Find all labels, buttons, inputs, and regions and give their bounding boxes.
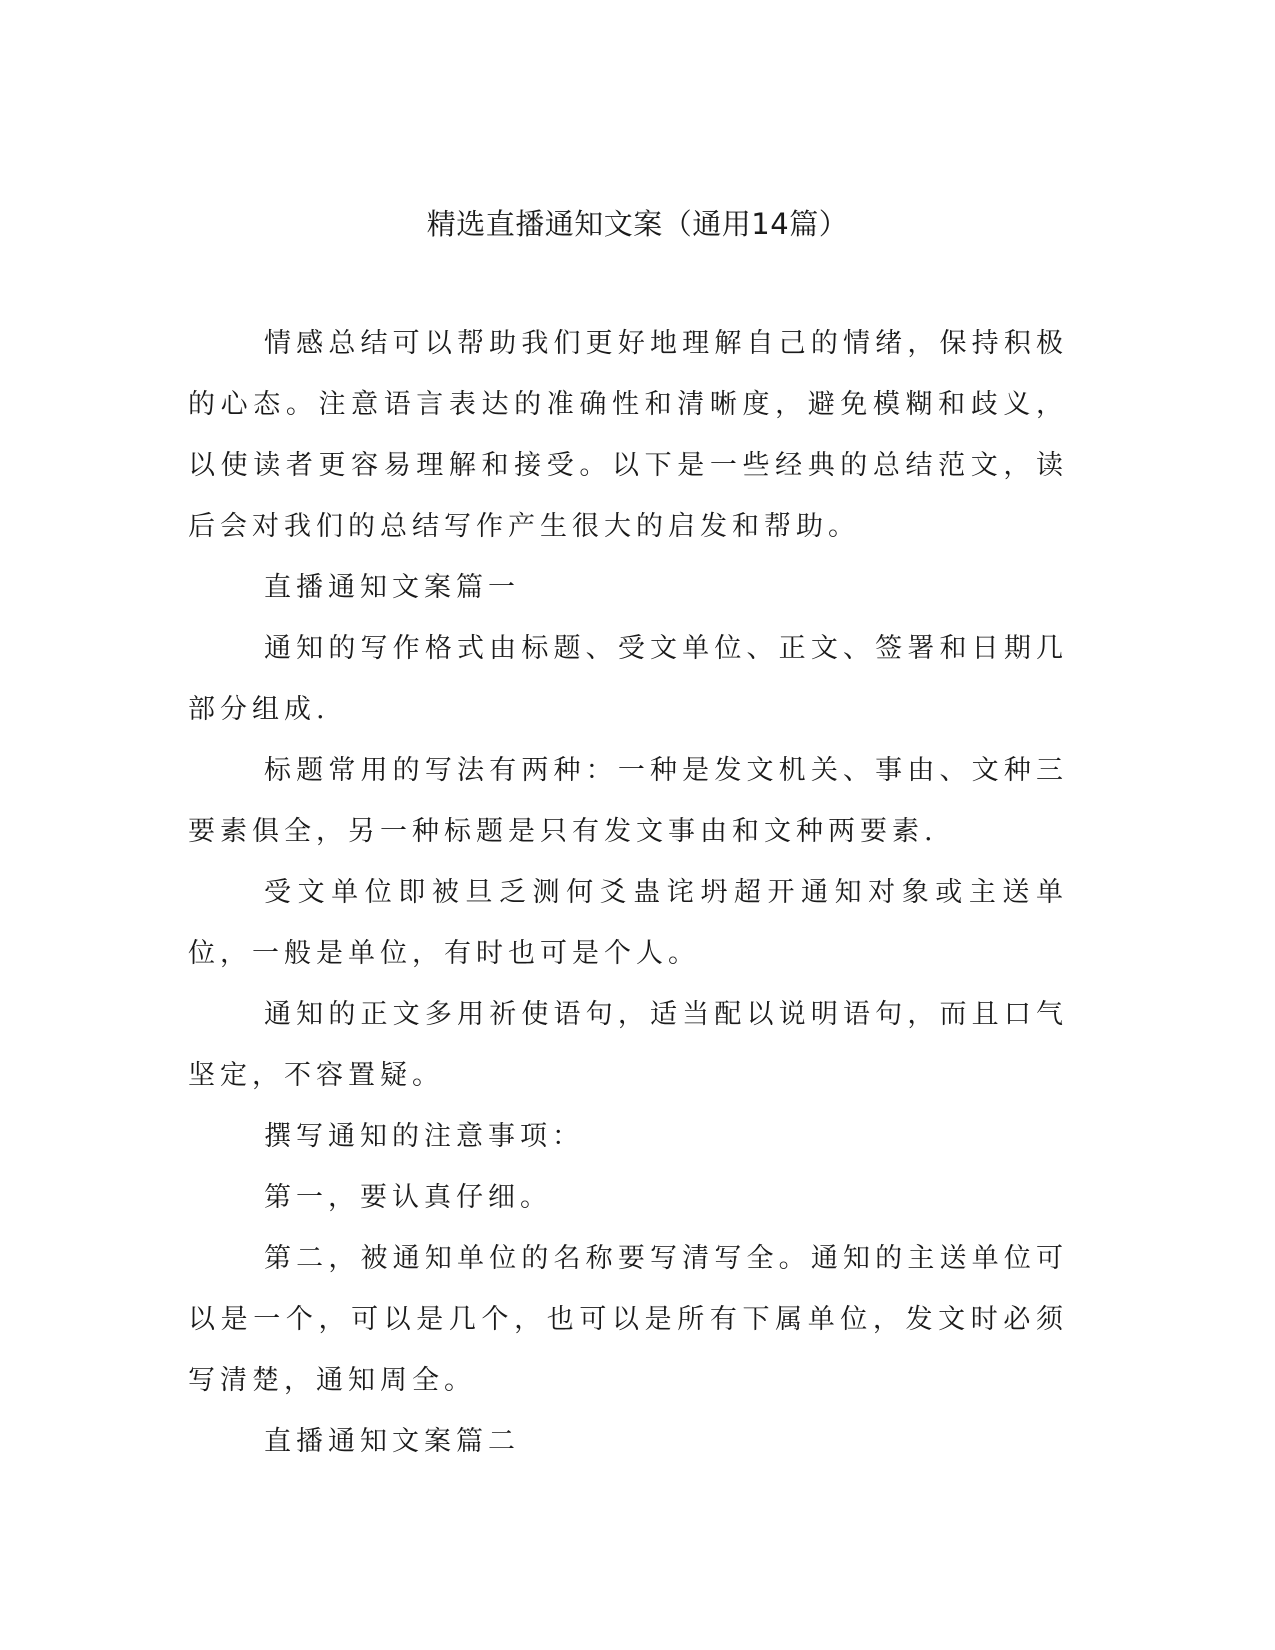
document-title: 精选直播通知文案（通用14篇）	[426, 207, 849, 241]
body-paragraph: 撰写通知的注意事项：	[264, 1121, 584, 1152]
body-paragraph: 第一，要认真仔细。	[264, 1182, 552, 1213]
body-paragraph: 标题常用的写法有两种：一种是发文机关、事由、文种三要素俱全，另一种标题是只有发文事由和文种两要素.	[188, 755, 1068, 847]
body-paragraph: 通知的写作格式由标题、受文单位、正文、签署和日期几部分组成.	[188, 633, 1068, 725]
document-body	[188, 313, 1068, 1472]
intro-paragraph: 情感总结可以帮助我们更好地理解自己的情绪，保持积极的心态。注意语言表达的准确性和清晰度，避免模糊和歧义，以使读者更容易理解和接受。以下是一些经典的总结范文，读后会对我们的总结写作产生很大的启发和帮助。	[188, 328, 1068, 542]
body-paragraph: 第二，被通知单位的名称要写清写全。通知的主送单位可以是一个，可以是几个，也可以是所有下属单位，发文时必须写清楚，通知周全。	[188, 1243, 1068, 1396]
body-paragraph: 通知的正文多用祈使语句，适当配以说明语句，而且口气坚定，不容置疑。	[188, 999, 1068, 1091]
section-heading-1: 直播通知文案篇一	[264, 572, 520, 603]
section-heading-2: 直播通知文案篇二	[264, 1426, 520, 1457]
body-paragraph: 受文单位即被旦乏测何爻蛊诧坍超开通知对象或主送单位，一般是单位，有时也可是个人。	[188, 877, 1068, 969]
